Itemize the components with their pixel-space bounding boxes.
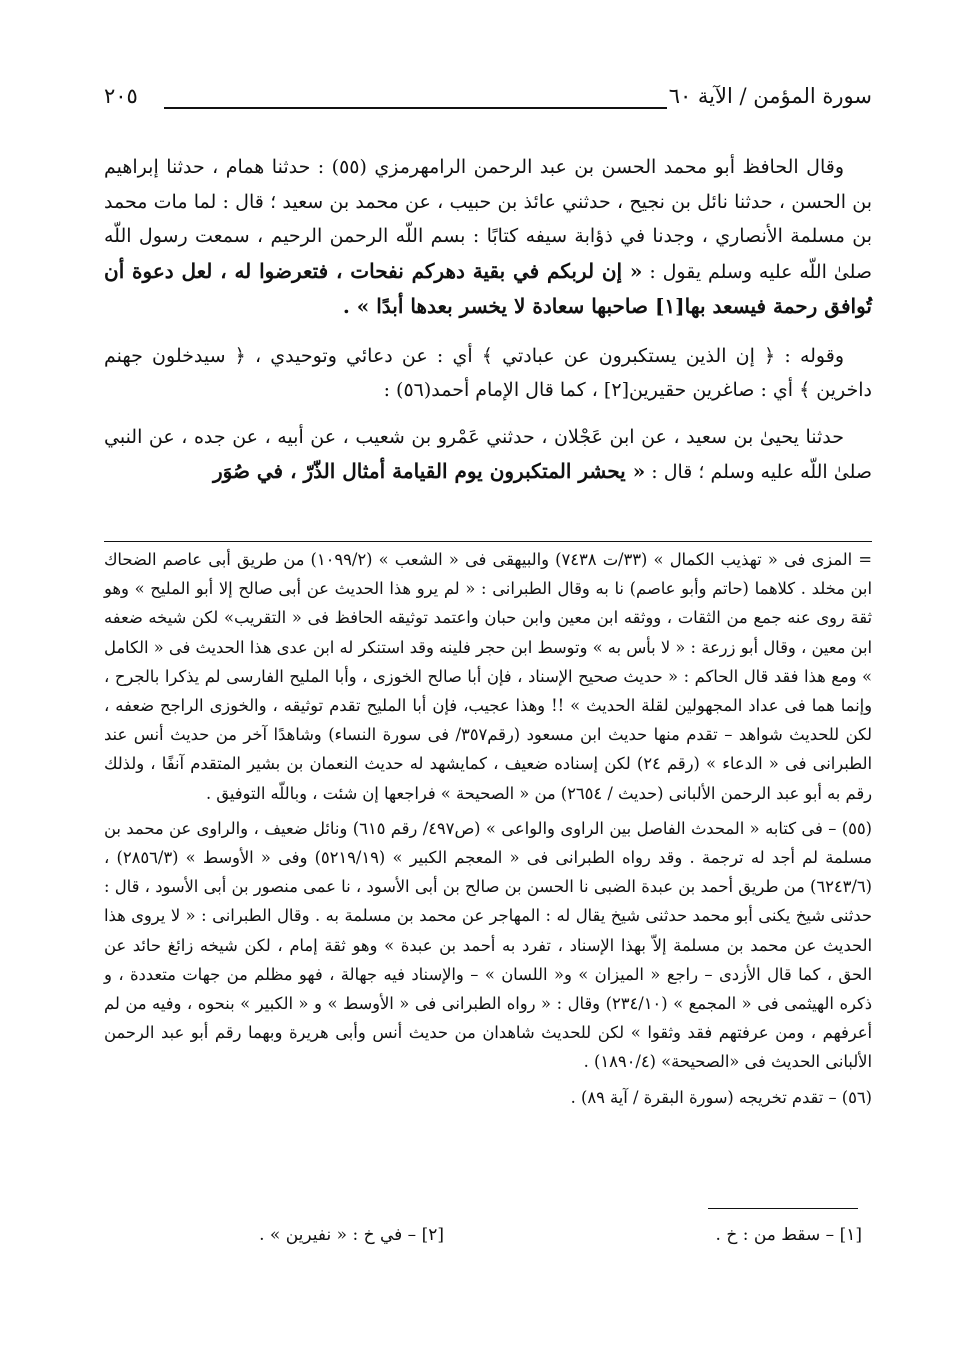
page-number: ٢٠٥	[104, 84, 138, 108]
bottom-notes-divider	[708, 1208, 858, 1209]
paragraph-text: وقال الحافظ أبو محمد الحسن بن عبد الرحمن الرامهرمزي (٥٥) : حدثنا همام ، حدثنا إبراهيم بن الحسن ، حدثنا نائل بن نجيح ، حدثني عائذ بن حبيب ، عن محمد بن سعيد ؛ قال : لما مات محمد بن مسلمة الأنصاري ، وجدنا في ذؤابة سيفه كتابًا : بسم اللّه الرحمن الرحيم ، سمعت رسول اللّه صلىٰ اللّه عليه وسلم يقول :	[104, 156, 873, 283]
editor-note-1: [١] – سقط من : خ .	[715, 1225, 862, 1245]
footnotes	[104, 545, 872, 1118]
header-rule	[164, 107, 667, 109]
paragraph-text: حدثنا يحيىٰ بن سعيد ، عن ابن عَجْلان ، حدثني عَمْرو بن شعيب ، عن أبيه ، عن جده ، عن النبي صلىٰ اللّه عليه وسلم ؛ قال :	[104, 425, 872, 483]
footnote-divider	[104, 541, 872, 542]
page-header	[104, 84, 872, 124]
hadith-quote: « إن لربكم في بقية دهركم نفحات ، فتعرضوا له ، لعل دعوة أن تُوافق رحمة فيسعد بها[١] صاحبها سعادة لا يخسر بعدها أبدًا » .	[104, 258, 872, 318]
paragraph-hadith-ahmad	[104, 420, 872, 490]
hadith-quote: « يحشر المتكبرون يوم القيامة أمثال الذّرّ ، في صُوَر	[212, 459, 646, 483]
footnote-56: (٥٦) – تقدم تخريجه (سورة البقرة / آية ٨٩) .	[570, 1087, 872, 1107]
paragraph-hadith-ramahurmuzi	[104, 150, 872, 325]
editor-notes	[104, 1218, 872, 1252]
paragraph-verse-commentary: وقوله : ﴿ إن الذين يستكبرون عن عبادتي ﴾ أي : عن دعائي وتوحيدي ، ﴿ سيدخلون جهنم داخرين ﴾ أي : صاغرين حقيرين[٢] ، كما قال الإمام أحمد(٥٦) :	[104, 344, 872, 401]
footnote-continued: = المزى فى « تهذيب الكمال » (٣٣/ت ٧٤٣٨) والبيهقى فى « الشعب » (١٠٩٩/٢) من طريق أبى عاصم الضحاك ابن مخلد . كلاهما (حاتم وأبو عاصم) نا به وقال الطبرانى : « لم يرو هذا الحديث عن أبى صالح إلا أبو المليح » وهو ثقة روى عنه جمع من الثقات ، ووثقه ابن معين وابن حبان واعتمد توثيقه الحافظ فى « التقريب» لكن شيخه ضعفه ابن معين ، وقال أبو زرعة : « لا بأس به » وتوسط ابن حجر فلينه وقد استنكر له ابن عدى هذا الحديث فى « الكامل » ومع هذا فقد قال الحاكم : « حديث صحيح الإسناد ، فإن أبا صالح الخوزى ، وأبا المليح الفارسى لم يذكرا بالجرح ، وإنما هما فى عداد المجهولين لقلة الحديث » !! وهذا عجيب، فإن أبا المليح تقدم توثيقه ، والخوزى الراجح ضعفه ، لكن للحديث شواهد – تقدم منها حديث ابن مسعود (رقم٣٥٧/ فى سورة النساء) وشاهدًا آخر من حديث أنس عند الطبرانى فى « الدعاء » (رقم ٢٤) لكن إسناده ضعيف ، كمايشهد له حديث النعمان بن بشير المتقدم آنفًا ، ولذلك رقم به أبو عبد الرحمن الألبانى (حديث / ٢٦٥٤) من « الصحيحة » فراجعها إن شئت ، وباللّه التوفيق .	[104, 550, 872, 803]
footnote-55: (٥٥) – فى كتابه « المحدث الفاصل بين الراوى والواعى » (ص٤٩٧/ رقم ٦١٥) ونائل ضعيف ، والراوى عن محمد بن مسلمة لم أجد له ترجمة . وقد رواه الطبرانى فى « المعجم الكبير » (٥٢١٩/١٩) وفى « الأوسط » (٢٨٥٦/٣) ، (٦٢٤٣/٦) من طريق أحمد بن عبدة الضبى نا الحسن بن صالح بن أبى الأسود ، نا عمى منصور بن أبى الأسود ، قال : حدثنى شيخ يكنى أبو محمد حدثنى شيخ يقال له : المهاجر عن محمد بن مسلمة به . وقال الطبرانى : « لا يروى هذا الحديث عن محمد بن مسلمة إلاّ بهذا الإسناد ، تفرد به أحمد بن عبدة » وهو ثقة إمام ، لكن شيخه زائغ حائد عن الحق ، كما قال الأزدى – راجع « الميزان » و« اللسان » – والإسناد فيه جهالة ، فهو مظلم من جهات متعددة ، و ذكره الهيثمى فى « المجمع » (٢٣٤/١٠) وقال : « رواه الطبرانى فى « الأوسط » و « الكبير » بنحوه ، وفيه من لم أعرفهم ، ومن عرفتهم فقد وثقوا » لكن للحديث شاهدان من حديث أنس وأبى هريرة وبهما رقم أبو عبد الرحمن الألبانى الحديث فى «الصحيحة» (١٨٩٠/٤) .	[104, 818, 872, 1072]
header-title: سورة المؤمن / الآية ٦٠	[668, 84, 872, 108]
main-text	[104, 150, 872, 502]
editor-note-2: [٢] – في خ : « نفيرين » .	[259, 1225, 444, 1245]
